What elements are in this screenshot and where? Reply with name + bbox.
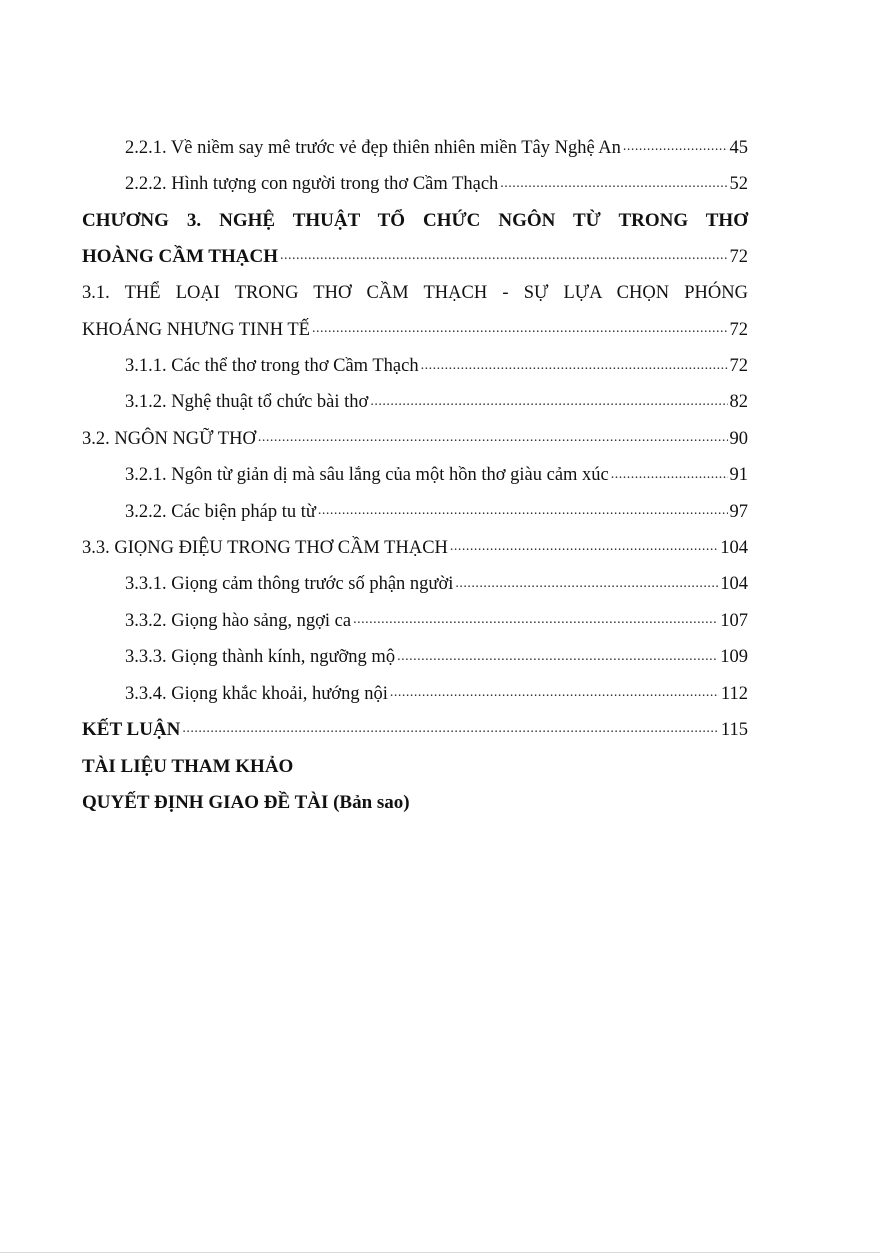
dot-leader bbox=[450, 539, 718, 555]
toc-entry-3-3-3[interactable] bbox=[82, 639, 748, 675]
toc-entry-label: KHOÁNG NHƯNG TINH TẾ bbox=[82, 319, 310, 340]
dot-leader bbox=[370, 394, 727, 410]
toc-entry-label: HOÀNG CẦM THẠCH bbox=[82, 246, 278, 268]
toc-entry-3-2-1[interactable] bbox=[82, 458, 748, 494]
toc-page-number: 104 bbox=[720, 574, 748, 595]
toc-entry-references[interactable] bbox=[82, 749, 748, 785]
dot-leader bbox=[455, 576, 718, 592]
toc-page-number: 72 bbox=[729, 356, 748, 377]
dot-leader bbox=[258, 430, 728, 446]
toc-entry-label: 3.3.4. Giọng khắc khoải, hướng nội bbox=[125, 683, 388, 704]
toc-entry-chapter-3-line-2[interactable] bbox=[82, 239, 748, 275]
toc-entry-3-1-2[interactable] bbox=[82, 385, 748, 421]
toc-entry-label: 3.2.1. Ngôn từ giản dị mà sâu lắng của một hồn thơ giàu cảm xúc bbox=[125, 465, 609, 486]
toc-page-number: 82 bbox=[729, 392, 748, 413]
toc-entry-label: KẾT LUẬN bbox=[82, 719, 181, 741]
toc-entry-3-3-4[interactable] bbox=[82, 676, 748, 712]
toc-entry-3-1-1[interactable] bbox=[82, 348, 748, 384]
toc-entry-assignment-decision[interactable] bbox=[82, 785, 748, 821]
dot-leader bbox=[623, 139, 728, 155]
dot-leader bbox=[500, 176, 727, 192]
toc-entry-label: 3.2.2. Các biện pháp tu từ bbox=[125, 501, 316, 522]
dot-leader bbox=[611, 467, 728, 483]
toc-entry-2-2-2[interactable] bbox=[82, 166, 748, 202]
toc-entry-3-3-2[interactable] bbox=[82, 603, 748, 639]
toc-entry-label: 3.2. NGÔN NGỮ THƠ bbox=[82, 428, 256, 449]
dot-leader bbox=[421, 358, 728, 374]
toc-page-number: 97 bbox=[729, 501, 748, 522]
toc-page-number: 90 bbox=[729, 428, 748, 449]
toc-entry-3-2[interactable] bbox=[82, 421, 748, 457]
table-of-contents bbox=[82, 130, 748, 821]
dot-leader bbox=[318, 503, 728, 519]
toc-entry-label: QUYẾT ĐỊNH GIAO ĐỀ TÀI (Bản sao) bbox=[82, 792, 410, 814]
dot-leader bbox=[397, 649, 718, 665]
dot-leader bbox=[182, 721, 719, 737]
toc-entry-label: 2.2.1. Về niềm say mê trước vẻ đẹp thiên nhiên miền Tây Nghệ An bbox=[125, 137, 621, 158]
toc-page-number: 112 bbox=[720, 683, 748, 704]
dot-leader bbox=[280, 248, 728, 264]
toc-entry-3-1-line-2[interactable] bbox=[82, 312, 748, 348]
toc-entry-label: 3.3. GIỌNG ĐIỆU TRONG THƠ CẦM THẠCH bbox=[82, 537, 448, 558]
toc-entry-3-3[interactable] bbox=[82, 530, 748, 566]
toc-page-number: 109 bbox=[720, 647, 748, 668]
toc-page-number: 91 bbox=[729, 465, 748, 486]
toc-entry-conclusion[interactable] bbox=[82, 712, 748, 748]
toc-page-number: 72 bbox=[729, 246, 748, 267]
toc-page-number: 72 bbox=[729, 319, 748, 340]
toc-entry-3-2-2[interactable] bbox=[82, 494, 748, 530]
toc-entry-label: 3.1.2. Nghệ thuật tổ chức bài thơ bbox=[125, 392, 369, 413]
toc-entry-label: TÀI LIỆU THAM KHẢO bbox=[82, 755, 294, 777]
toc-entry-label: 2.2.2. Hình tượng con người trong thơ Cầm Thạch bbox=[125, 174, 499, 195]
toc-entry-chapter-3-line-1[interactable] bbox=[82, 203, 748, 239]
toc-entry-3-3-1[interactable] bbox=[82, 567, 748, 603]
toc-entry-2-2-1[interactable] bbox=[82, 130, 748, 166]
dot-leader bbox=[353, 612, 718, 628]
toc-entry-label: 3.3.2. Giọng hào sảng, ngợi ca bbox=[125, 610, 352, 631]
toc-entry-label: 3.1.1. Các thể thơ trong thơ Cầm Thạch bbox=[125, 356, 419, 377]
toc-page-number: 115 bbox=[720, 719, 748, 740]
toc-page-number: 107 bbox=[720, 610, 748, 631]
dot-leader bbox=[390, 685, 719, 701]
toc-page-number: 52 bbox=[729, 174, 748, 195]
toc-entry-3-1-line-1[interactable] bbox=[82, 276, 748, 312]
toc-page-number: 104 bbox=[720, 537, 748, 558]
toc-entry-label: 3.3.3. Giọng thành kính, ngưỡng mộ bbox=[125, 647, 396, 668]
toc-page-number: 45 bbox=[729, 137, 748, 158]
dot-leader bbox=[312, 321, 728, 337]
toc-entry-label: 3.3.1. Giọng cảm thông trước số phận người bbox=[125, 574, 454, 595]
toc-entry-label: 3.1. THỂ LOẠI TRONG THƠ CẦM THẠCH - SỰ LỰA CHỌN PHÓNG bbox=[82, 283, 748, 304]
toc-entry-label: CHƯƠNG 3. NGHỆ THUẬT TỔ CHỨC NGÔN TỪ TRONG THƠ bbox=[82, 209, 748, 231]
